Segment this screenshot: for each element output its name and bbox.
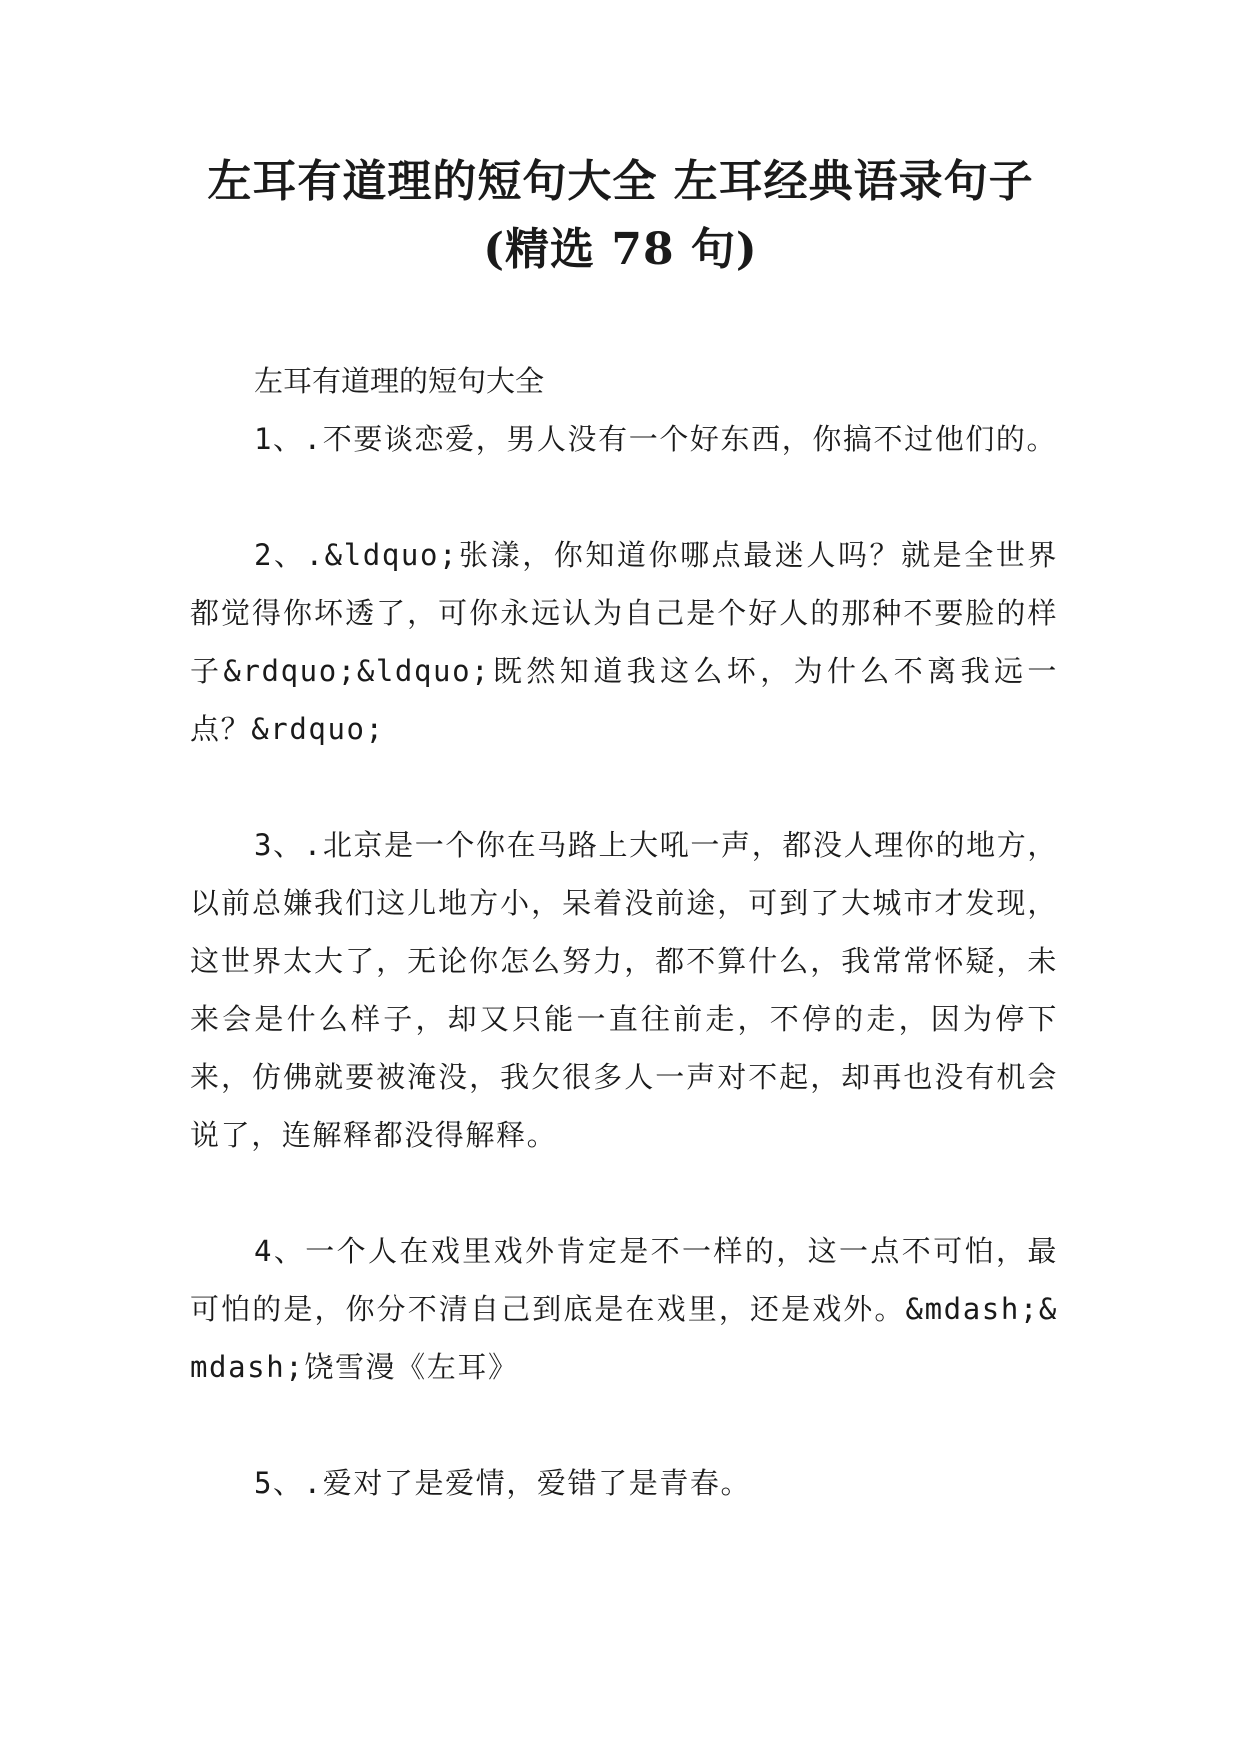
title-line-2: (精选 78 句) [483, 224, 758, 275]
title-line-1: 左耳有道理的短句大全 左耳经典语录句子 [207, 156, 1034, 207]
paragraph-3: 3、.北京是一个你在马路上大吼一声，都没人理你的地方，以前总嫌我们这儿地方小，呆着没前途，可到了大城市才发现，这世界太大了，无论你怎么努力，都不算什么，我常常怀疑，未来会是什么样子，却又只能一直往前走，不停的走，因为停下来，仿佛就要被淹没，我欠很多人一声对不起，却再也没有机会说了，连解释都没得解释。 [190, 828, 1058, 1152]
section-heading: 左耳有道理的短句大全 [254, 364, 545, 398]
paragraph-5: 5、.爱对了是爱情，爱错了是青春。 [254, 1466, 752, 1500]
document-title [150, 148, 1091, 284]
paragraph-4: 4、一个人在戏里戏外肯定是不一样的，这一点不可怕，最可怕的是，你分不清自己到底是在戏里，还是戏外。&mdash;&mdash;饶雪漫《左耳》 [190, 1234, 1058, 1384]
document-body [190, 352, 1058, 1570]
paragraph-1: 1、.不要谈恋爱，男人没有一个好东西，你搞不过他们的。 [254, 422, 1058, 456]
paragraph-2: 2、.&ldquo;张漾，你知道你哪点最迷人吗？就是全世界都觉得你坏透了，可你永远认为自己是个好人的那种不要脸的样子&rdquo;&ldquo;既然知道我这么坏，为什么不离我远一点？&rdquo; [190, 538, 1058, 746]
